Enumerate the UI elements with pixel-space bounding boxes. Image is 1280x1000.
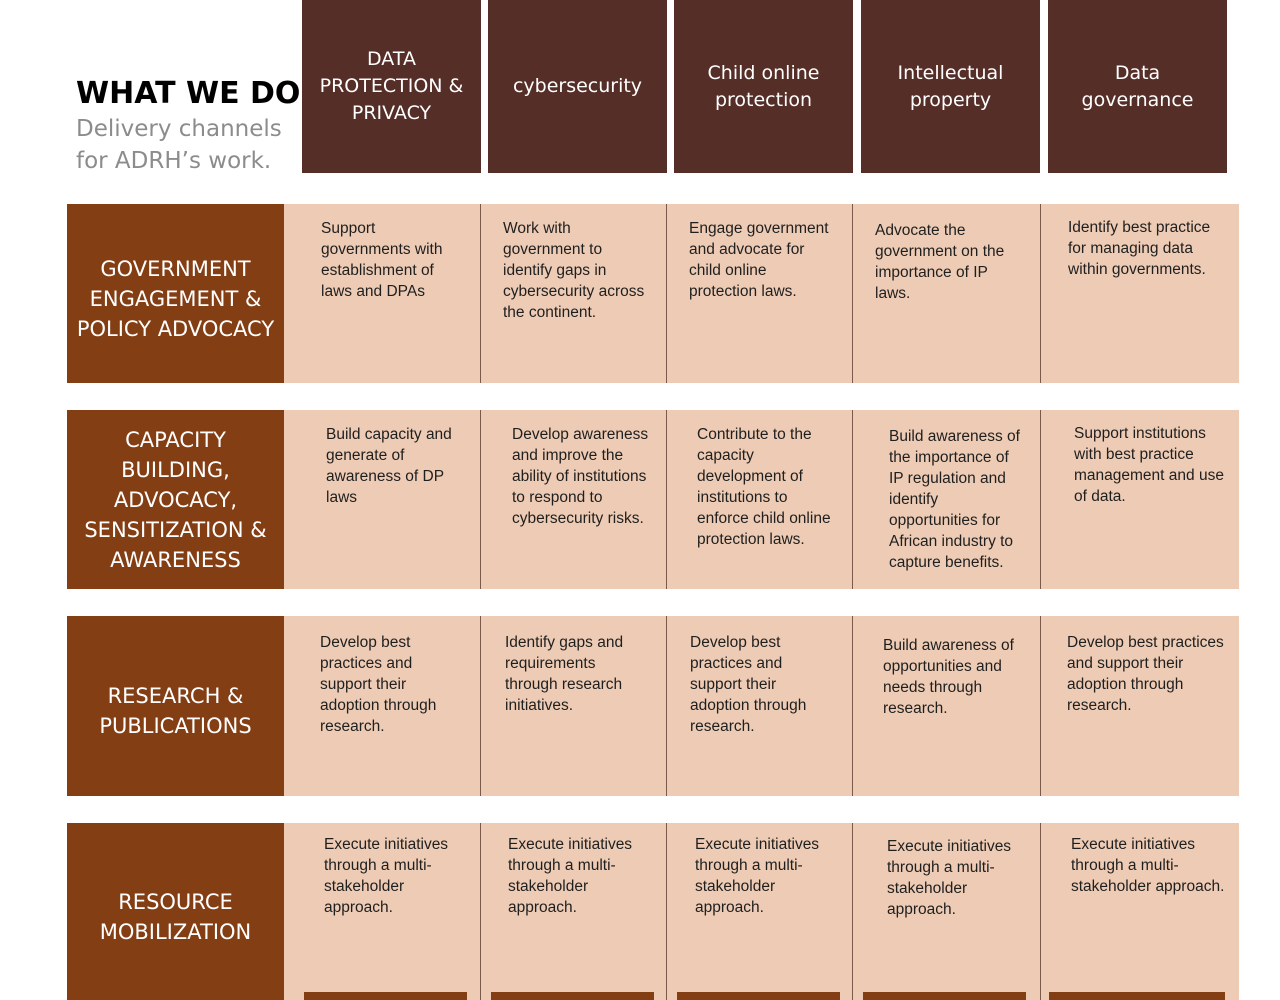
table-cell: Build awareness of opportunities and needs through research.: [852, 616, 1040, 796]
table-cell: Develop awareness and improve the ability of institutions to respond to cybersecurity risks.: [480, 410, 666, 589]
decorative-bar: [304, 992, 467, 1000]
page-subtitle: Delivery channels for ADRH’s work.: [76, 116, 282, 174]
column-header-child-online-protection: Child online protection: [674, 0, 853, 173]
table-cell: Support governments with establishment of laws and DPAs: [321, 220, 443, 300]
decorative-bar: [863, 992, 1026, 1000]
table-cell: Build capacity and generate of awareness of DP laws: [326, 426, 452, 506]
table-cell: Execute initiatives through a multi-stakeholder approach.: [480, 823, 666, 1000]
table-cell: Identify gaps and requirements through research initiatives.: [480, 616, 666, 796]
table-cell: Advocate the government on the importance of IP laws.: [852, 204, 1040, 383]
row-header-capacity-building: CAPACITY BUILDING, ADVOCACY, SENSITIZATION & AWARENESS: [67, 410, 284, 589]
column-header-cybersecurity: cybersecurity: [488, 0, 667, 173]
column-header-intellectual-property: Intellectual property: [861, 0, 1040, 173]
table-cell: Engage government and advocate for child online protection laws.: [666, 204, 852, 383]
decorative-bar: [491, 992, 654, 1000]
row-header-research-publications: RESEARCH & PUBLICATIONS: [67, 616, 284, 796]
row-research-publications: [284, 616, 1239, 796]
table-cell: Work with government to identify gaps in cybersecurity across the continent.: [480, 204, 666, 383]
row-header-resource-mobilization: RESOURCE MOBILIZATION: [67, 823, 284, 1000]
table-cell: Develop best practices and support their adoption through research.: [1040, 616, 1239, 796]
row-header-government-engagement: GOVERNMENT ENGAGEMENT & POLICY ADVOCACY: [67, 204, 284, 383]
table-cell: Develop best practices and support their adoption through research.: [666, 616, 852, 796]
decorative-bar: [1049, 992, 1225, 1000]
column-header-data-protection: DATA PROTECTION & PRIVACY: [302, 0, 481, 173]
table-cell: Execute initiatives through a multi-stakeholder approach.: [1040, 823, 1239, 1000]
table-cell: Support institutions with best practice management and use of data.: [1040, 410, 1239, 589]
column-header-data-governance: Data governance: [1048, 0, 1227, 173]
table-cell: Execute initiatives through a multi-stakeholder approach.: [666, 823, 852, 1000]
page-title: WHAT WE DO: [76, 76, 301, 111]
table-cell: Execute initiatives through a multi-stakeholder approach.: [324, 836, 449, 916]
row-capacity-building: [284, 410, 1239, 589]
table-cell: Identify best practice for managing data within governments.: [1040, 204, 1239, 383]
row-resource-mobilization: [284, 823, 1239, 1000]
row-government-engagement: [284, 204, 1239, 383]
table-cell: Develop best practices and support their adoption through research.: [320, 634, 437, 735]
table-cell: Execute initiatives through a multi-stakeholder approach.: [852, 823, 1040, 1000]
table-cell: Build awareness of the importance of IP regulation and identify opportunities for African industry to capture benefits.: [852, 410, 1040, 589]
decorative-bar: [677, 992, 840, 1000]
table-cell: Contribute to the capacity development of institutions to enforce child online protection laws.: [666, 410, 852, 589]
